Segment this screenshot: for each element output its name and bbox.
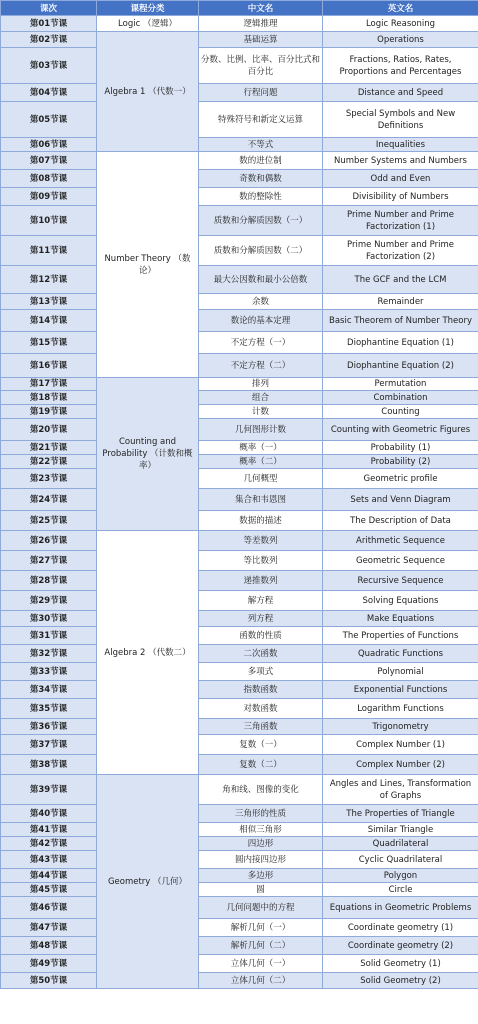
lesson-number: 第25节课: [1, 511, 97, 531]
lesson-number: 第07节课: [1, 152, 97, 170]
header-lesson: 课次: [1, 1, 97, 16]
english-name: Complex Number (1): [323, 735, 478, 755]
lesson-number: 第47节课: [1, 919, 97, 937]
header-english-name: 英文名: [323, 1, 478, 16]
lesson-number: 第26节课: [1, 531, 97, 551]
chinese-name: 等比数列: [199, 551, 323, 571]
table-row: [1, 591, 478, 611]
english-name: Quadratic Functions: [323, 645, 478, 663]
chinese-name: 圆: [199, 883, 323, 897]
table-row: [1, 973, 478, 989]
english-name: Diophantine Equation (1): [323, 332, 478, 354]
chinese-name: 余数: [199, 294, 323, 310]
category-cell: Algebra 1 （代数一）: [97, 32, 199, 152]
table-row: [1, 755, 478, 775]
table-row: [1, 391, 478, 405]
lesson-number: 第05节课: [1, 102, 97, 138]
table-row: [1, 627, 478, 645]
lesson-number: 第17节课: [1, 378, 97, 391]
chinese-name: 数论的基本定理: [199, 310, 323, 332]
english-name: Fractions, Ratios, Rates, Proportions and Percentages: [323, 48, 478, 84]
english-name: Sets and Venn Diagram: [323, 489, 478, 511]
english-name: The GCF and the LCM: [323, 266, 478, 294]
chinese-name: 指数函数: [199, 681, 323, 699]
english-name: Recursive Sequence: [323, 571, 478, 591]
lesson-number: 第08节课: [1, 170, 97, 188]
chinese-name: 复数（一）: [199, 735, 323, 755]
english-name: Number Systems and Numbers: [323, 152, 478, 170]
lesson-number: 第16节课: [1, 354, 97, 378]
lesson-number: 第36节课: [1, 719, 97, 735]
table-row: [1, 663, 478, 681]
table-row: [1, 681, 478, 699]
table-row: [1, 310, 478, 332]
english-name: Similar Triangle: [323, 823, 478, 837]
table-row: [1, 138, 478, 152]
chinese-name: 特殊符号和新定义运算: [199, 102, 323, 138]
chinese-name: 二次函数: [199, 645, 323, 663]
table-row: [1, 699, 478, 719]
table-row: [1, 489, 478, 511]
table-body: [1, 16, 478, 989]
english-name: Solving Equations: [323, 591, 478, 611]
table-row: [1, 551, 478, 571]
table-row: [1, 419, 478, 441]
english-name: The Properties of Functions: [323, 627, 478, 645]
english-name: Trigonometry: [323, 719, 478, 735]
table-row: [1, 206, 478, 236]
lesson-number: 第29节课: [1, 591, 97, 611]
english-name: Operations: [323, 32, 478, 48]
chinese-name: 几何概型: [199, 469, 323, 489]
header-category: 课程分类: [97, 1, 199, 16]
lesson-number: 第24节课: [1, 489, 97, 511]
table-row: [1, 611, 478, 627]
header-row: [1, 1, 478, 16]
english-name: Equations in Geometric Problems: [323, 897, 478, 919]
english-name: Probability (2): [323, 455, 478, 469]
lesson-number: 第18节课: [1, 391, 97, 405]
english-name: Solid Geometry (2): [323, 973, 478, 989]
category-cell: Logic （逻辑）: [97, 16, 199, 32]
table-row: [1, 805, 478, 823]
english-name: Coordinate geometry (1): [323, 919, 478, 937]
english-name: Complex Number (2): [323, 755, 478, 775]
lesson-number: 第28节课: [1, 571, 97, 591]
chinese-name: 等差数列: [199, 531, 323, 551]
lesson-number: 第04节课: [1, 84, 97, 102]
lesson-number: 第02节课: [1, 32, 97, 48]
table-row: [1, 775, 478, 805]
table-row: [1, 332, 478, 354]
chinese-name: 组合: [199, 391, 323, 405]
table-row: [1, 405, 478, 419]
english-name: Cyclic Quadrilateral: [323, 851, 478, 869]
english-name: Polygon: [323, 869, 478, 883]
table-row: [1, 719, 478, 735]
english-name: Counting: [323, 405, 478, 419]
chinese-name: 几何图形计数: [199, 419, 323, 441]
lesson-number: 第12节课: [1, 266, 97, 294]
lesson-number: 第01节课: [1, 16, 97, 32]
chinese-name: 相似三角形: [199, 823, 323, 837]
english-name: Logic Reasoning: [323, 16, 478, 32]
lesson-number: 第27节课: [1, 551, 97, 571]
english-name: Quadrilateral: [323, 837, 478, 851]
chinese-name: 立体几何（一）: [199, 955, 323, 973]
chinese-name: 角和线、图像的变化: [199, 775, 323, 805]
lesson-number: 第32节课: [1, 645, 97, 663]
chinese-name: 集合和韦恩图: [199, 489, 323, 511]
lesson-number: 第22节课: [1, 455, 97, 469]
english-name: Geometric Sequence: [323, 551, 478, 571]
lesson-number: 第48节课: [1, 937, 97, 955]
lesson-number: 第11节课: [1, 236, 97, 266]
english-name: The Properties of Triangle: [323, 805, 478, 823]
english-name: Combination: [323, 391, 478, 405]
table-row: [1, 455, 478, 469]
english-name: Basic Theorem of Number Theory: [323, 310, 478, 332]
table-row: [1, 102, 478, 138]
lesson-number: 第45节课: [1, 883, 97, 897]
chinese-name: 奇数和偶数: [199, 170, 323, 188]
chinese-name: 解析几何（二）: [199, 937, 323, 955]
english-name: Counting with Geometric Figures: [323, 419, 478, 441]
lesson-number: 第50节课: [1, 973, 97, 989]
english-name: Angles and Lines, Transformation of Graphs: [323, 775, 478, 805]
chinese-name: 质数和分解质因数（一）: [199, 206, 323, 236]
header-chinese-name: 中文名: [199, 1, 323, 16]
chinese-name: 多边形: [199, 869, 323, 883]
lesson-number: 第40节课: [1, 805, 97, 823]
chinese-name: 递推数列: [199, 571, 323, 591]
english-name: Polynomial: [323, 663, 478, 681]
chinese-name: 不定方程（一）: [199, 332, 323, 354]
chinese-name: 多项式: [199, 663, 323, 681]
lesson-number: 第31节课: [1, 627, 97, 645]
english-name: Special Symbols and New Definitions: [323, 102, 478, 138]
chinese-name: 数的整除性: [199, 188, 323, 206]
english-name: Make Equations: [323, 611, 478, 627]
lesson-number: 第20节课: [1, 419, 97, 441]
category-cell: Counting and Probability （计数和概率）: [97, 378, 199, 531]
lesson-number: 第10节课: [1, 206, 97, 236]
english-name: Logarithm Functions: [323, 699, 478, 719]
lesson-number: 第35节课: [1, 699, 97, 719]
table-row: [1, 16, 478, 32]
english-name: Probability (1): [323, 441, 478, 455]
chinese-name: 圆内接四边形: [199, 851, 323, 869]
chinese-name: 排列: [199, 378, 323, 391]
lesson-number: 第37节课: [1, 735, 97, 755]
table-row: [1, 378, 478, 391]
lesson-number: 第15节课: [1, 332, 97, 354]
lesson-number: 第49节课: [1, 955, 97, 973]
chinese-name: 解析几何（一）: [199, 919, 323, 937]
table-row: [1, 571, 478, 591]
table-row: [1, 266, 478, 294]
chinese-name: 不定方程（二）: [199, 354, 323, 378]
category-cell: Algebra 2 （代数二）: [97, 531, 199, 775]
table-row: [1, 531, 478, 551]
chinese-name: 行程问题: [199, 84, 323, 102]
english-name: Exponential Functions: [323, 681, 478, 699]
chinese-name: 解方程: [199, 591, 323, 611]
lesson-number: 第30节课: [1, 611, 97, 627]
english-name: Circle: [323, 883, 478, 897]
chinese-name: 列方程: [199, 611, 323, 627]
table-row: [1, 84, 478, 102]
english-name: Prime Number and Prime Factorization (2): [323, 236, 478, 266]
table-row: [1, 955, 478, 973]
table-row: [1, 441, 478, 455]
lesson-number: 第38节课: [1, 755, 97, 775]
chinese-name: 分数、比例、比率、百分比式和百分比: [199, 48, 323, 84]
lesson-number: 第19节课: [1, 405, 97, 419]
english-name: Prime Number and Prime Factorization (1): [323, 206, 478, 236]
table-row: [1, 919, 478, 937]
chinese-name: 函数的性质: [199, 627, 323, 645]
english-name: Solid Geometry (1): [323, 955, 478, 973]
chinese-name: 复数（二）: [199, 755, 323, 775]
english-name: Diophantine Equation (2): [323, 354, 478, 378]
chinese-name: 概率（一）: [199, 441, 323, 455]
table-row: [1, 469, 478, 489]
table-row: [1, 937, 478, 955]
lesson-number: 第33节课: [1, 663, 97, 681]
lesson-number: 第46节课: [1, 897, 97, 919]
table-row: [1, 735, 478, 755]
table-row: [1, 837, 478, 851]
table-row: [1, 188, 478, 206]
table-row: [1, 294, 478, 310]
table-row: [1, 869, 478, 883]
table-row: [1, 823, 478, 837]
table-row: [1, 883, 478, 897]
chinese-name: 概率（二）: [199, 455, 323, 469]
chinese-name: 三角函数: [199, 719, 323, 735]
table-row: [1, 851, 478, 869]
lesson-number: 第41节课: [1, 823, 97, 837]
chinese-name: 三角形的性质: [199, 805, 323, 823]
lesson-number: 第34节课: [1, 681, 97, 699]
chinese-name: 逻辑推理: [199, 16, 323, 32]
english-name: Permutation: [323, 378, 478, 391]
lesson-number: 第21节课: [1, 441, 97, 455]
lesson-number: 第39节课: [1, 775, 97, 805]
table-row: [1, 354, 478, 378]
category-cell: Geometry （几何）: [97, 775, 199, 989]
chinese-name: 数据的描述: [199, 511, 323, 531]
chinese-name: 质数和分解质因数（二）: [199, 236, 323, 266]
english-name: Coordinate geometry (2): [323, 937, 478, 955]
chinese-name: 计数: [199, 405, 323, 419]
english-name: Odd and Even: [323, 170, 478, 188]
lesson-number: 第09节课: [1, 188, 97, 206]
table-row: [1, 511, 478, 531]
chinese-name: 最大公因数和最小公倍数: [199, 266, 323, 294]
english-name: Geometric profile: [323, 469, 478, 489]
lesson-number: 第43节课: [1, 851, 97, 869]
lesson-number: 第44节课: [1, 869, 97, 883]
lesson-number: 第14节课: [1, 310, 97, 332]
lesson-number: 第13节课: [1, 294, 97, 310]
chinese-name: 不等式: [199, 138, 323, 152]
chinese-name: 数的进位制: [199, 152, 323, 170]
lesson-number: 第06节课: [1, 138, 97, 152]
table-row: [1, 645, 478, 663]
table-row: [1, 48, 478, 84]
english-name: The Description of Data: [323, 511, 478, 531]
chinese-name: 立体几何（二）: [199, 973, 323, 989]
chinese-name: 四边形: [199, 837, 323, 851]
table-row: [1, 236, 478, 266]
chinese-name: 对数函数: [199, 699, 323, 719]
english-name: Divisibility of Numbers: [323, 188, 478, 206]
lesson-number: 第03节课: [1, 48, 97, 84]
table-row: [1, 170, 478, 188]
lesson-number: 第42节课: [1, 837, 97, 851]
lesson-number: 第23节课: [1, 469, 97, 489]
table-row: [1, 152, 478, 170]
chinese-name: 基础运算: [199, 32, 323, 48]
table-row: [1, 897, 478, 919]
english-name: Remainder: [323, 294, 478, 310]
chinese-name: 几何问题中的方程: [199, 897, 323, 919]
english-name: Arithmetic Sequence: [323, 531, 478, 551]
category-cell: Number Theory （数论）: [97, 152, 199, 378]
english-name: Inequalities: [323, 138, 478, 152]
english-name: Distance and Speed: [323, 84, 478, 102]
table-row: [1, 32, 478, 48]
